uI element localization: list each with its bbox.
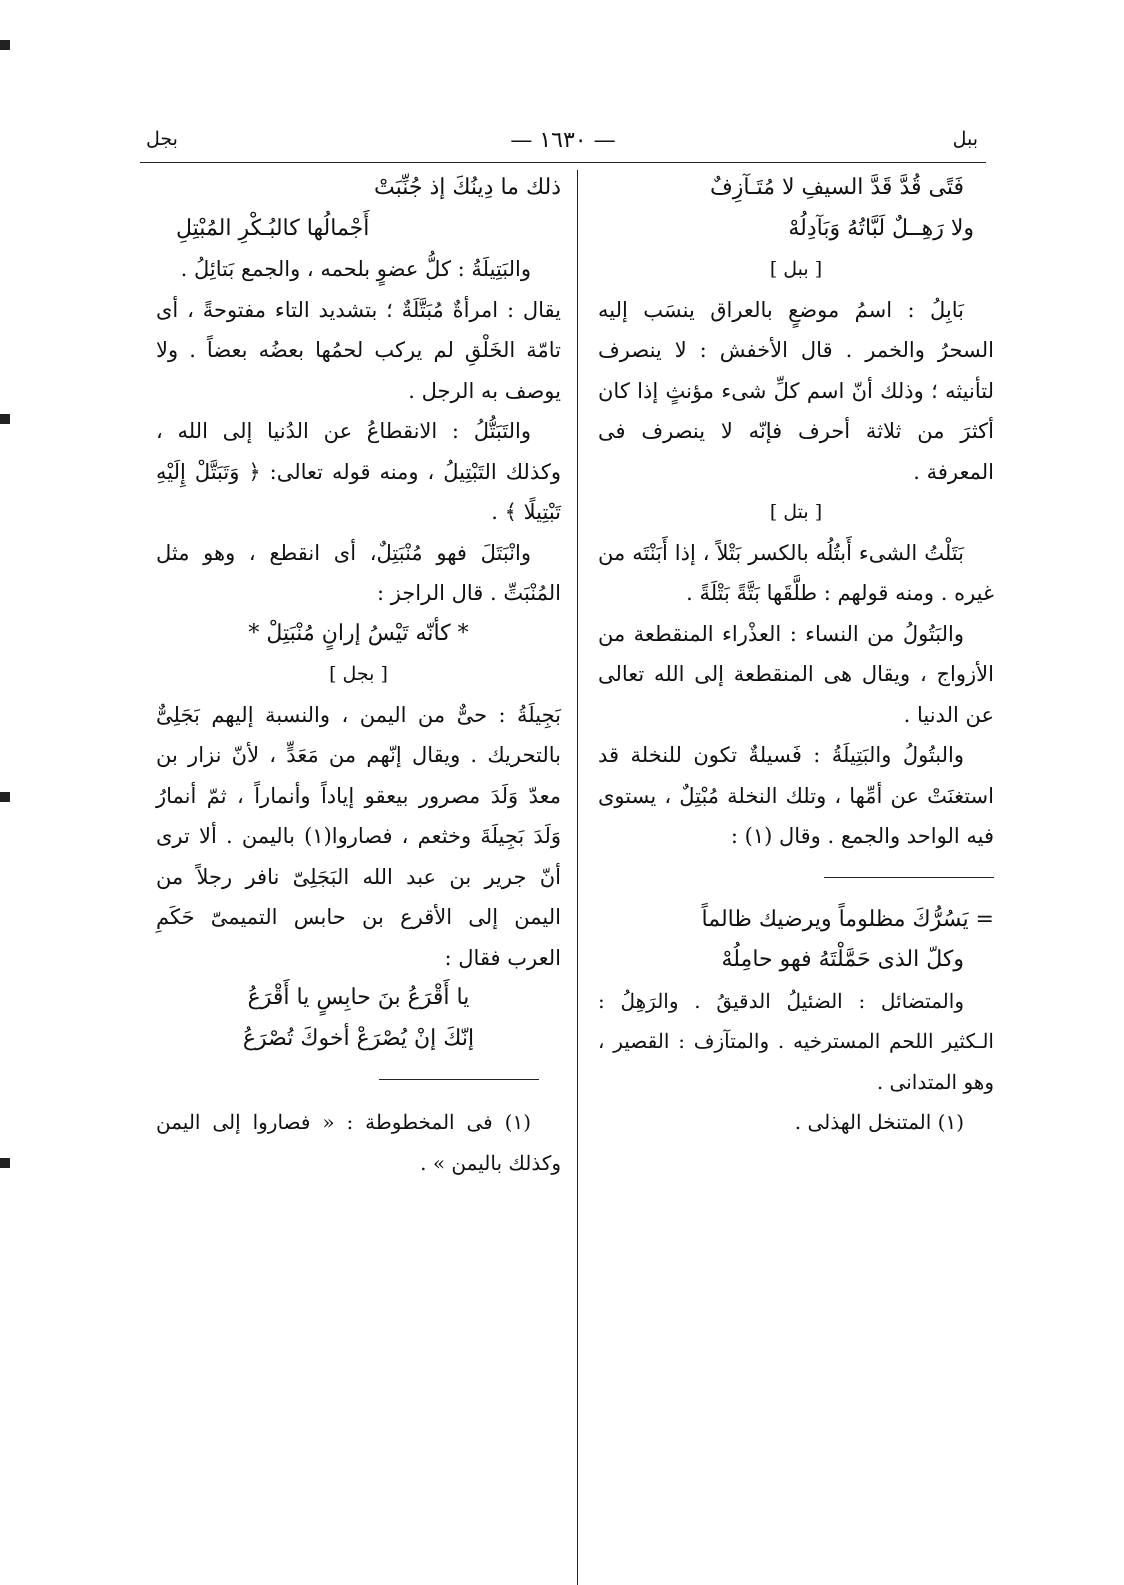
footnote-verse: = يَسُرُّكَ مظلوماً ويرضيك ظالماً xyxy=(701,906,994,932)
paragraph: والبتُولُ والبَتِيلَةُ : فَسيلةٌ تكون للنخلة قد استغنَتْ عن أمِّها ، وتلك النخلة مُبْتِلٌ ، يستوى فيه الواحد والجمع . وقال (١) : xyxy=(598,743,994,848)
footnote: (١) المتنخل الهذلى . xyxy=(794,1110,964,1134)
paragraph: والبَتُولُ من النساء : العذْراء المنقطعة من الأزواج ، ويقال هى المنقطعة إلى الله تعالى عن الدنيا . xyxy=(598,621,994,727)
right-column xyxy=(598,168,994,1143)
entry-heading: [ بجل ] xyxy=(329,663,388,685)
verse-line: فَتًى قُدَّ قَدَّ السيفِ لا مُتَـآزِفٌ xyxy=(710,175,964,200)
header-left-word: بجل xyxy=(146,128,178,150)
paragraph: بَابِلُ : اسمُ موضعٍ بالعراق ينسَب إليه السحرُ والخمر . قال الأخفش : لا ينصرف لتأنيثه ؛ وذلك أنّ اسم كلِّ شىء مؤنثٍ إذا كان أكثرَ من ثلاثة أحرف فإنّه لا ينصرف فى المعرفة . xyxy=(598,297,994,484)
margin-mark xyxy=(0,414,10,424)
verse-line: يا أَقْرَعُ بنَ حابِسٍ يا أَقْرَعُ xyxy=(247,985,470,1010)
verse-line: ولا رَهِــلٌ لَبَّاتُهُ وَبَآدِلُهْ xyxy=(788,215,974,241)
paragraph: وانْبَتَلَ فهو مُنْبَتِلٌ، أى انقطع ، وهو مثل المُنْبَتِّ . قال الراجز : xyxy=(156,540,561,605)
column-divider xyxy=(577,170,578,1585)
entry-heading: [ بتل ] xyxy=(769,501,823,523)
header-right-word: ببل xyxy=(952,128,978,150)
page-header xyxy=(140,122,986,163)
margin-mark xyxy=(0,40,10,50)
footnote-rule xyxy=(379,1079,539,1080)
paragraph: والتَبَتُّلُ : الانقطاعُ عن الدُنيا إلى الله ، وكذلك التَبْتِيلُ ، ومنه قوله تعالى: ﴿ وَتَبَتَّلْ إِلَيْهِ تَبْتِيلًا ﴾ . xyxy=(156,419,561,524)
paragraph: بَجِيلَةُ : حىٌّ من اليمن ، والنسبة إليهم بَجَلِىٌّ بالتحريك . ويقال إنّهم من مَعَدٍّ ، لأنّ نزار بن معدّ وَلَدَ مصرور بيعقو إياداً وأنماراً ، ثمّ أنمارُ وَلَدَ بَجِيلَةَ وخثعم ، فصاروا(١) باليمن . ألا ترى أنّ جرير بن عبد الله البَجَلِىّ نافر رجلاً من اليمن إلى الأقرع بن حابس التميمىّ حَكَمِ العرب فقال : xyxy=(156,702,561,970)
paragraph: يقال : امرأةٌ مُبَتَّلَةٌ ؛ بتشديد التاء مفتوحةً ، أى تامّة الخَلْقِ لم يركب لحمُها بعضُه بعضاً . ولا يوصف به الرجل . xyxy=(156,297,561,403)
footnote-verse: وكلّ الذى حَمَّلْتَهُ فهو حامِلُهْ xyxy=(721,947,964,972)
entry-heading: [ ببل ] xyxy=(769,258,823,280)
verse-line: ذلك ما دِينُكَ إذ جُنِّبَتْ xyxy=(374,175,561,200)
margin-mark xyxy=(0,1158,10,1168)
verse-line: أَجْمالُها كالبُـكْرِ المُبْتِلِ xyxy=(176,215,370,241)
verse-line: * كأنّه تَيْسُ إرانٍ مُنْبَتِلْ * xyxy=(248,620,469,646)
footnote: (١) فى المخطوطة : « فصاروا إلى اليمن وكذلك باليمن » . xyxy=(156,1110,561,1175)
verse-line: إنّكَ إنْ يُصْرَعْ أخوكَ تُصْرَعُ xyxy=(242,1025,475,1051)
footnote-rule xyxy=(824,877,994,878)
paragraph: والبَتِيلَةُ : كلُّ عضوٍ بلحمه ، والجمع بَتائِلُ . xyxy=(180,257,531,281)
margin-mark xyxy=(0,792,10,802)
footnote-text: والمتضائل : الضئيلُ الدقيقُ . والرَهِلُ : الـكثير اللحم المسترخيه . والمتآزف : القصير ، وهو المتدانى . xyxy=(598,988,994,1094)
page-number: — ١٦٣٠ — xyxy=(510,128,616,153)
left-column xyxy=(156,168,561,1183)
paragraph: بَتَلْتُ الشىء أَبتُلُه بالكسر بَتْلاً ، إذا أَبَنْتَه من غيره . ومنه قولهم : طلَّقَها بَتَّةً بَتْلَةً . xyxy=(598,540,994,605)
